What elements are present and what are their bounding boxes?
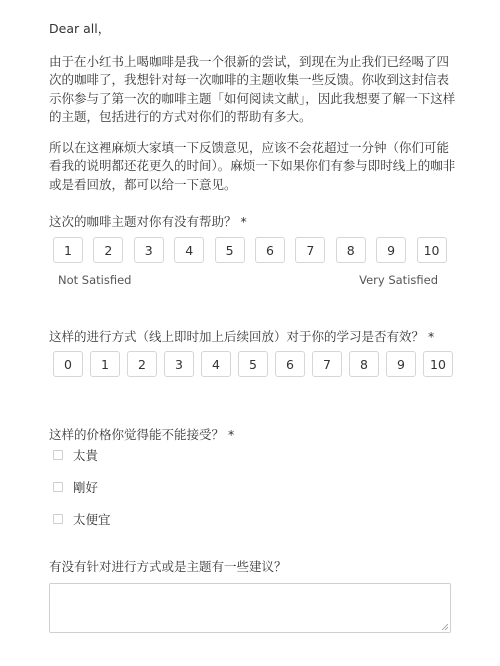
greeting: Dear all，	[49, 21, 111, 36]
checkbox-icon[interactable]	[53, 514, 63, 524]
question-1-label: 这次的咖啡主题对你有没有帮助？ *	[49, 214, 247, 229]
checkbox-icon[interactable]	[53, 450, 63, 460]
intro-paragraph-1: 由于在小红书上喝咖啡是我一个很新的尝试，到现在为止我们已经喝了四次的咖啡了，我想针对每一次咖啡的主题收集一些反馈。你收到这封信表示你参与了第一次的咖啡主题「如何阅读文献」，因此我想要了解一下这样的主题，包括进行的方式对你们的帮助有多大。	[49, 53, 456, 124]
rating-option-5[interactable]: 5	[238, 351, 268, 377]
resize-handle-icon[interactable]	[441, 623, 448, 630]
choice-label: 剛好	[73, 480, 99, 495]
rating-option-8[interactable]: 8	[336, 237, 366, 263]
rating-option-7[interactable]: 7	[295, 237, 325, 263]
rating-option-1[interactable]: 1	[53, 237, 83, 263]
checkbox-icon[interactable]	[53, 482, 63, 492]
rating-option-5[interactable]: 5	[215, 237, 245, 263]
price-choice-too-cheap[interactable]	[53, 510, 111, 528]
rating-option-10[interactable]: 10	[423, 351, 453, 377]
suggestion-textarea[interactable]	[49, 583, 451, 633]
question-3-label: 这样的价格你觉得能不能接受？ *	[49, 427, 235, 442]
intro-text	[49, 20, 459, 206]
choice-label: 太便宜	[73, 512, 111, 527]
scale-min-label: Not Satisfied	[58, 273, 132, 287]
rating-option-7[interactable]: 7	[312, 351, 342, 377]
intro-paragraph-2: 所以在这裡麻烦大家填一下反馈意见，应该不会花超过一分钟（你们可能看我的说明都还花更久的时间）。麻烦一下如果你们有参与即时线上的咖非或是看回放，都可以给一下意见。	[49, 139, 456, 192]
rating-option-6[interactable]: 6	[275, 351, 305, 377]
rating-option-6[interactable]: 6	[255, 237, 285, 263]
rating-option-9[interactable]: 9	[376, 237, 406, 263]
choice-label: 太貴	[73, 448, 99, 463]
rating-option-3[interactable]: 3	[134, 237, 164, 263]
rating-option-10[interactable]: 10	[417, 237, 447, 263]
rating-option-2[interactable]: 2	[127, 351, 157, 377]
rating-scale-1	[53, 237, 447, 263]
rating-option-9[interactable]: 9	[386, 351, 416, 377]
price-choice-too-expensive[interactable]	[53, 446, 98, 464]
rating-option-3[interactable]: 3	[164, 351, 194, 377]
question-4-label: 有没有针对进行方式或是主题有一些建议？	[49, 559, 287, 574]
question-2-label: 这样的进行方式（线上即时加上后续回放）对于你的学习是否有效？ *	[49, 329, 435, 344]
rating-option-8[interactable]: 8	[349, 351, 379, 377]
rating-scale-2	[53, 351, 453, 377]
scale-max-label: Very Satisfied	[359, 273, 438, 287]
rating-option-4[interactable]: 4	[201, 351, 231, 377]
rating-option-2[interactable]: 2	[93, 237, 123, 263]
rating-option-4[interactable]: 4	[174, 237, 204, 263]
rating-option-0[interactable]: 0	[53, 351, 83, 377]
price-choice-just-right[interactable]	[53, 478, 98, 496]
rating-option-1[interactable]: 1	[90, 351, 120, 377]
